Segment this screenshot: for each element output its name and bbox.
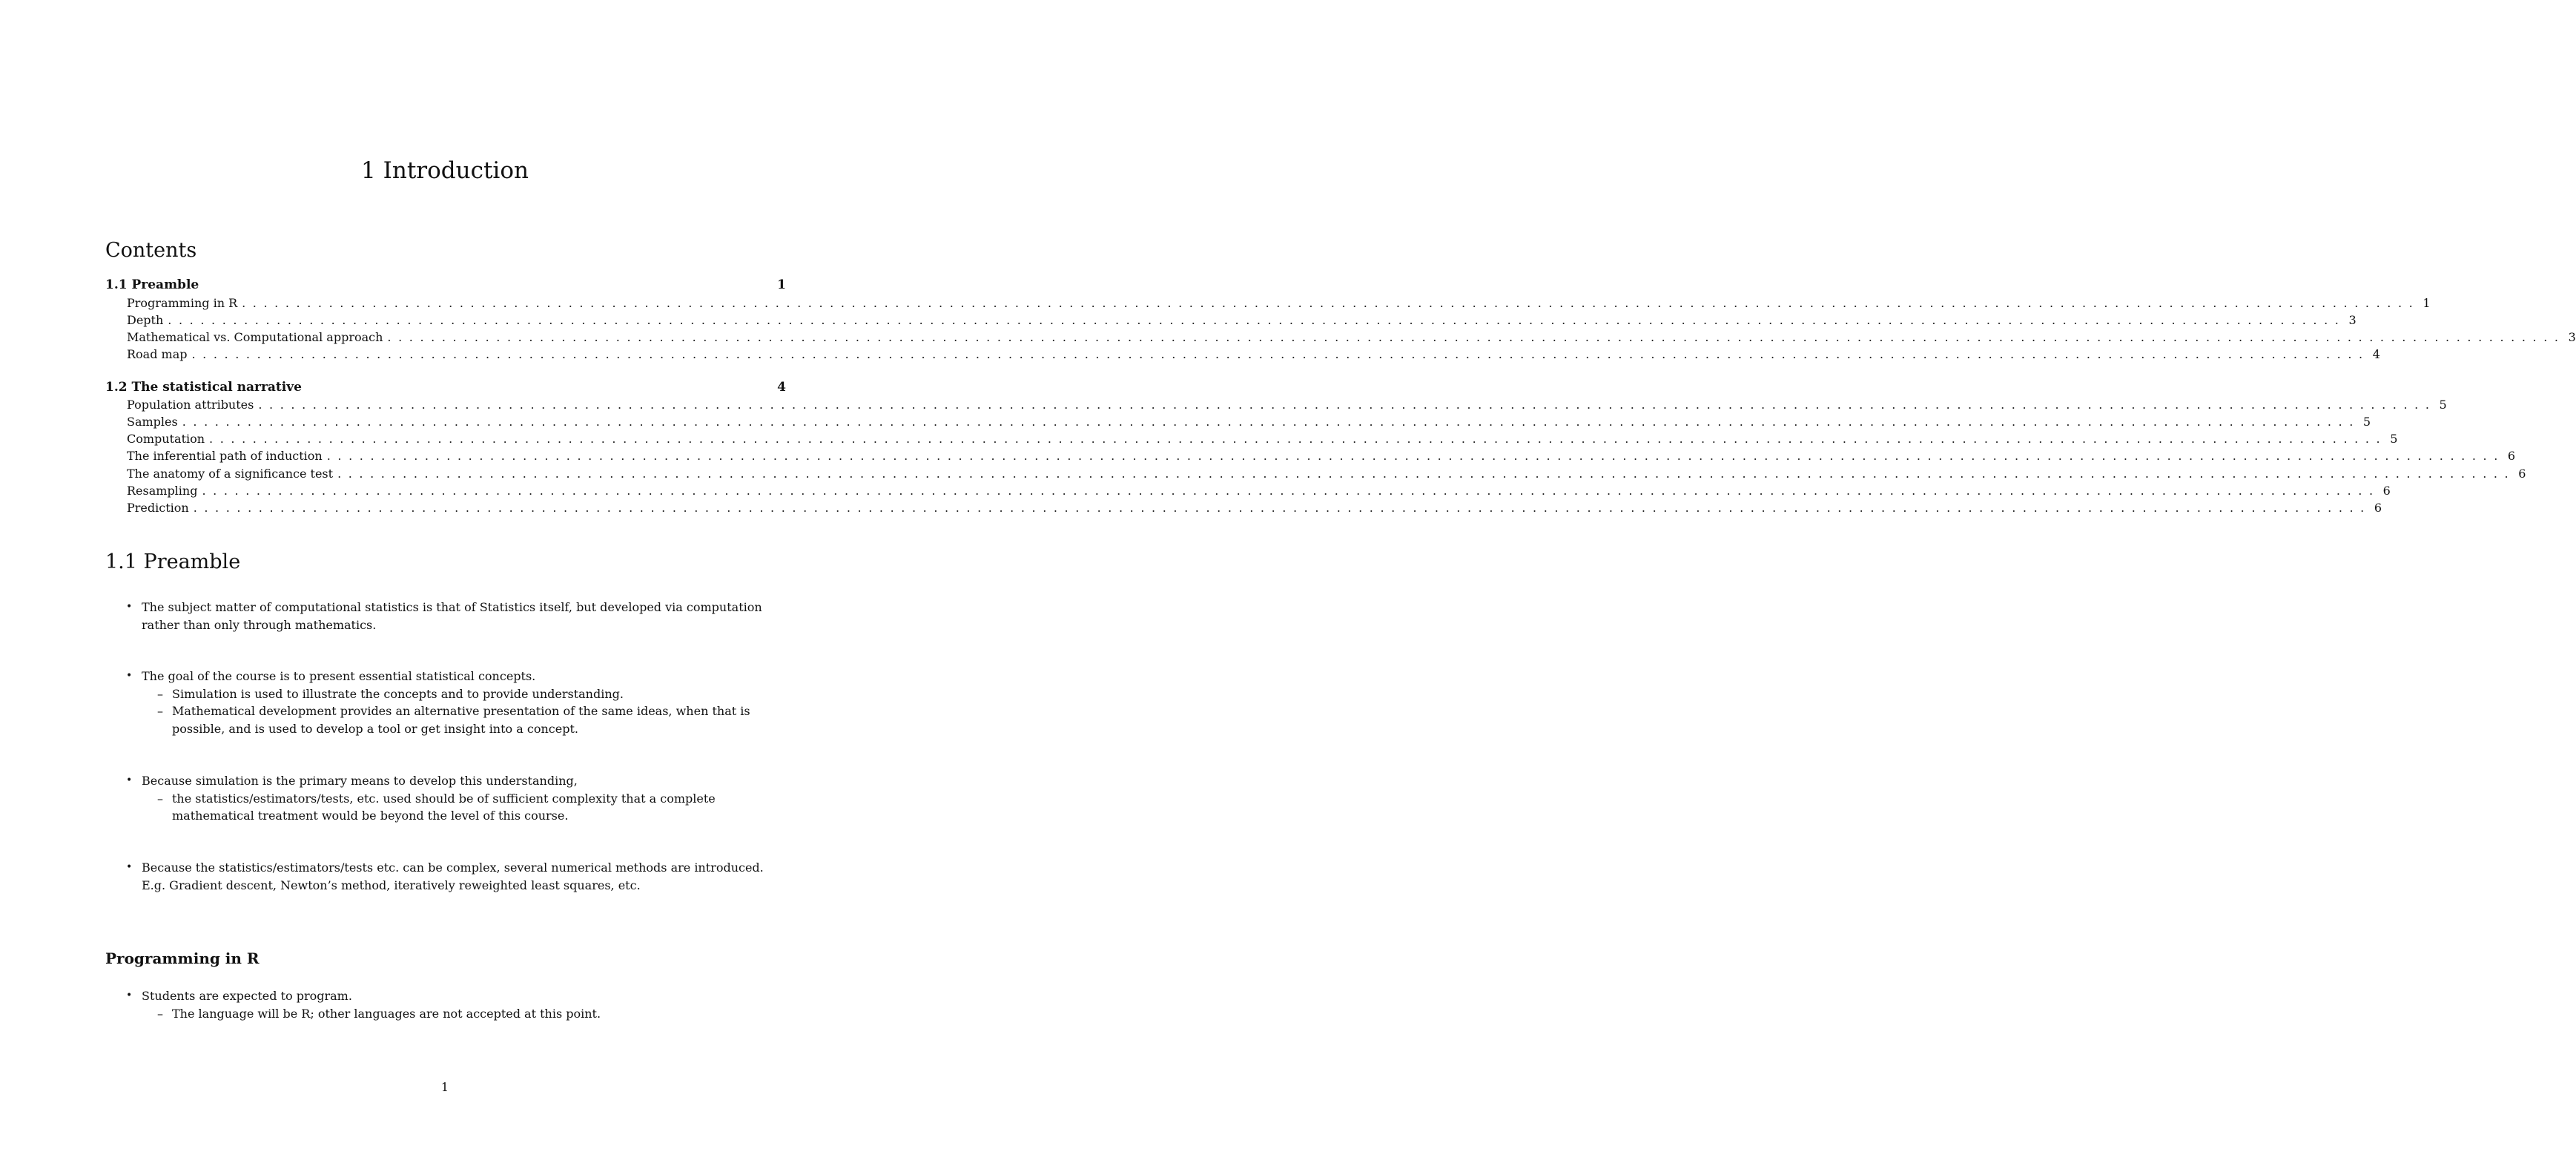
sub-item <box>126 702 786 720</box>
toc-entry-significance-test[interactable] <box>127 467 2526 484</box>
toc-dot-leader: ........................................................................................................................................................................................................ <box>193 501 2371 515</box>
toc-dot-leader: ........................................................................................................................................................................................................ <box>182 415 2360 429</box>
sub-item-text: Simulation is used to illustrate the concepts and to provide understanding. <box>172 686 624 701</box>
toc-section-label: 1.1 Preamble <box>105 277 199 292</box>
dash-icon: – <box>157 704 163 718</box>
bullet-icon: • <box>126 861 133 873</box>
toc-entry-label: The anatomy of a significance test <box>127 467 334 481</box>
bullet-line <box>126 877 786 895</box>
toc-section-page: 1 <box>777 277 786 292</box>
toc-section-page: 4 <box>777 380 786 395</box>
sub-item-continuation <box>126 807 786 825</box>
toc-entry-page: 6 <box>2382 484 2391 498</box>
toc-dot-leader: ........................................................................................................................................................................................................ <box>326 449 2505 463</box>
toc-entry-computation[interactable] <box>127 432 2398 450</box>
toc-entry-label: Mathematical vs. Computational approach <box>127 330 383 344</box>
toc-dot-leader: ........................................................................................................................................................................................................ <box>191 347 2370 361</box>
dash-icon: – <box>157 1006 163 1021</box>
toc-entry-label: Programming in R <box>127 296 238 310</box>
toc-entry-resampling[interactable] <box>127 484 2391 501</box>
contents-heading: Contents <box>105 239 197 262</box>
preamble-bullet-3 <box>126 772 786 825</box>
bullet-line <box>126 987 786 1005</box>
sub-item-text: The language will be R; other languages are not accepted at this point. <box>172 1006 601 1021</box>
toc-entry-page: 3 <box>2568 330 2576 344</box>
toc-dot-leader: ........................................................................................................................................................................................................ <box>168 313 2346 327</box>
toc-entry-label: Resampling <box>127 484 198 498</box>
programming-bullet <box>126 987 786 1022</box>
toc-entry-page: 5 <box>2439 398 2447 412</box>
bullet-icon: • <box>126 601 133 613</box>
toc-entry-math-vs-computational[interactable] <box>127 330 2576 348</box>
page-number: 1 <box>440 1080 449 1094</box>
toc-entry-page: 6 <box>2374 501 2382 515</box>
toc-dot-leader: ........................................................................................................................................................................................................ <box>387 330 2566 344</box>
toc-entry-page: 6 <box>2507 449 2516 463</box>
section-heading-preamble: 1.1 Preamble <box>105 550 241 573</box>
sub-item-text: possible, and is used to develop a tool or get insight into a concept. <box>172 721 578 736</box>
toc-dot-leader: ........................................................................................................................................................................................................ <box>242 296 2420 310</box>
bullet-icon: • <box>126 670 133 682</box>
sub-item-text: Mathematical development provides an alternative presentation of the same ideas, when that is <box>172 704 750 718</box>
toc-entry-page: 5 <box>2390 432 2398 446</box>
toc-entry-page: 5 <box>2362 415 2371 429</box>
toc-entry-page: 6 <box>2518 467 2526 481</box>
toc-section-statistical-narrative[interactable] <box>105 380 786 398</box>
bullet-text: rather than only through mathematics. <box>142 617 377 632</box>
toc-entry-page: 3 <box>2348 313 2357 327</box>
sub-item <box>126 790 786 808</box>
toc-entry-prediction[interactable] <box>127 501 2382 519</box>
preamble-bullet-1 <box>126 599 786 633</box>
subsection-heading-programming-in-r: Programming in R <box>105 949 260 967</box>
toc-entry-page: 4 <box>2372 347 2380 361</box>
toc-dot-leader: ........................................................................................................................................................................................................ <box>337 467 2516 481</box>
toc-section-preamble[interactable] <box>105 277 786 295</box>
toc-entry-label: Road map <box>127 347 188 361</box>
preamble-bullet-4 <box>126 859 786 894</box>
toc-entry-page: 1 <box>2423 296 2431 310</box>
sub-item <box>126 1005 786 1023</box>
bullet-line <box>126 859 786 877</box>
bullet-line <box>126 616 786 634</box>
toc-entry-road-map[interactable] <box>127 347 2380 365</box>
toc-entry-depth[interactable] <box>127 313 2357 331</box>
toc-entry-inferential-path[interactable] <box>127 449 2516 467</box>
bullet-text: The subject matter of computational statistics is that of Statistics itself, but developed via computation <box>142 600 762 614</box>
toc-entry-label: The inferential path of induction <box>127 449 323 463</box>
bullet-text: Students are expected to program. <box>142 989 352 1003</box>
toc-entry-programming-in-r[interactable] <box>127 296 2431 314</box>
toc-entry-label: Population attributes <box>127 398 254 412</box>
bullet-text: Because the statistics/estimators/tests etc. can be complex, several numerical methods are introduced. <box>142 860 764 875</box>
dash-icon: – <box>157 791 163 806</box>
bullet-text: The goal of the course is to present essential statistical concepts. <box>142 669 536 683</box>
bullet-line <box>126 772 786 790</box>
bullet-line <box>126 599 786 616</box>
sub-item <box>126 685 786 703</box>
bullet-icon: • <box>126 990 133 1001</box>
toc-entry-label: Depth <box>127 313 164 327</box>
sub-item-continuation <box>126 720 786 738</box>
toc-entry-label: Prediction <box>127 501 189 515</box>
toc-section-label: 1.2 The statistical narrative <box>105 380 302 395</box>
toc-entry-samples[interactable] <box>127 415 2371 432</box>
bullet-text: E.g. Gradient descent, Newton’s method, iteratively reweighted least squares, etc. <box>142 878 641 892</box>
toc-dot-leader: ........................................................................................................................................................................................................ <box>202 484 2380 498</box>
toc-dot-leader: ........................................................................................................................................................................................................ <box>209 432 2388 446</box>
sub-item-text: the statistics/estimators/tests, etc. used should be of sufficient complexity that a complete <box>172 791 716 806</box>
document-title: 1 Introduction <box>361 157 529 184</box>
preamble-bullet-2 <box>126 668 786 737</box>
sub-item-text: mathematical treatment would be beyond the level of this course. <box>172 809 569 823</box>
bullet-line <box>126 668 786 685</box>
dash-icon: – <box>157 686 163 701</box>
toc-entry-label: Computation <box>127 432 205 446</box>
bullet-icon: • <box>126 774 133 786</box>
toc-entry-label: Samples <box>127 415 178 429</box>
bullet-text: Because simulation is the primary means to develop this understanding, <box>142 774 578 788</box>
toc-dot-leader: ........................................................................................................................................................................................................ <box>258 398 2437 412</box>
toc-entry-population-attributes[interactable] <box>127 398 2447 415</box>
